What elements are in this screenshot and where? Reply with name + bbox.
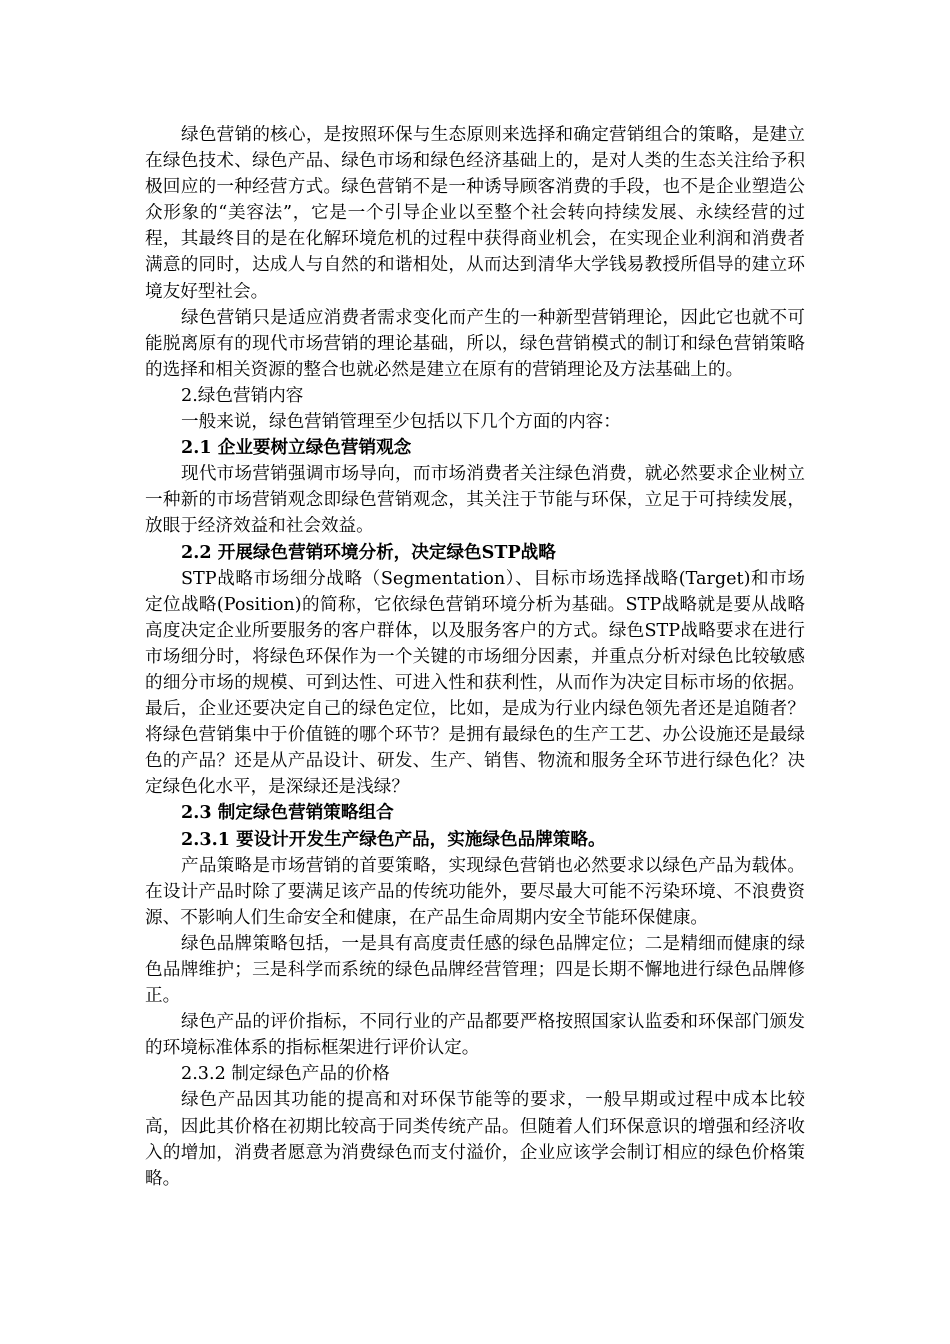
paragraph-marketing-concept: 现代市场营销强调市场导向，而市场消费者关注绿色消费，就必然要求企业树立一种新的市场营销观念即绿色营销观念，其关注于节能与环保，立足于可持续发展，放眼于经济效益和社会效益。 bbox=[145, 464, 805, 537]
paragraph-evaluation-criteria: 绿色产品的评价指标，不同行业的产品都要严格按照国家认监委和环保部门颁发的环境标准体系的指标框架进行评价认定。 bbox=[145, 1012, 805, 1059]
paragraph-pricing: 绿色产品因其功能的提高和对环保节能等的要求，一般早期或过程中成本比较高，因此其价格在初期比较高于同类传统产品。但随着人们环保意识的增强和经济收入的增加，消费者愿意为消费绿色而支付溢价，企业应该学会制订相应的绿色价格策略。 bbox=[145, 1090, 805, 1189]
paragraph-brand-strategy: 绿色品牌策略包括，一是具有高度责任感的绿色品牌定位；二是精细而健康的绿色品牌维护；三是科学而系统的绿色品牌经营管理；四是长期不懈地进行绿色品牌修正。 bbox=[145, 933, 805, 1007]
paragraph-content-intro: 一般来说，绿色营销管理至少包括以下几个方面的内容： bbox=[181, 412, 621, 433]
section-heading-2-3-1: 2.3.1 要设计开发生产绿色产品，实施绿色品牌策略。 bbox=[181, 828, 606, 850]
paragraph-stp-strategy: STP战略市场细分战略（Segmentation）、目标市场选择战略(Target)和市场定位战略(Position)的简称，它依绿色营销环境分析为基础。STP战略就是要从战略高度决定企业所要服务的客户群体，以及服务客户的方式。绿色STP战略要求在进行市场细分时，将绿色环保作为一个关键的市场细分因素，并重点分析对绿色比较敏感的细分市场的规模、可到达性、可进入性和获利性，从而作为决定目标市场的依据。最后，企业还要决定自己的绿色定位，比如，是成为行业内绿色领先者还是追随者？将绿色营销集中于价值链的哪个环节？是拥有最绿色的生产工艺、办公设施还是最绿色的产品？还是从产品设计、研发、生产、销售、物流和服务全环节进行绿色化？决定绿色化水平，是深绿还是浅绿？ bbox=[145, 568, 805, 798]
document-body bbox=[145, 122, 805, 1192]
paragraph-green-marketing-core: 绿色营销的核心，是按照环保与生态原则来选择和确定营销组合的策略，是建立在绿色技术、绿色产品、绿色市场和绿色经济基础上的，是对人类的生态关注给予积极回应的一种经营方式。绿色营销不是一种诱导顾客消费的手段，也不是企业塑造公众形象的“美容法”，它是一个引导企业以至整个社会转向持续发展、永续经营的过程，其最终目的是在化解环境危机的过程中获得商业机会，在实现企业利润和消费者满意的同时，达成人与自然的和谐相处，从而达到清华大学钱易教授所倡导的建立环境友好型社会。 bbox=[145, 125, 805, 302]
section-heading-2-3-2: 2.3.2 制定绿色产品的价格 bbox=[181, 1064, 390, 1085]
section-heading-2-2: 2.2 开展绿色营销环境分析，决定绿色STP战略 bbox=[181, 541, 556, 563]
paragraph-product-strategy: 产品策略是市场营销的首要策略，实现绿色营销也必然要求以绿色产品为载体。在设计产品时除了要满足该产品的传统功能外，要尽最大可能不污染环境、不浪费资源、不影响人们生命安全和健康，在产品生命周期内安全节能环保健康。 bbox=[145, 855, 805, 928]
section-heading-2-1: 2.1 企业要树立绿色营销观念 bbox=[181, 437, 412, 459]
section-heading-2-3: 2.3 制定绿色营销策略组合 bbox=[181, 802, 394, 824]
paragraph-green-marketing-theory: 绿色营销只是适应消费者需求变化而产生的一种新型营销理论，因此它也就不可能脱离原有的现代市场营销的理论基础，所以，绿色营销模式的制订和绿色营销策略的选择和相关资源的整合也就必然是建立在原有的营销理论及方法基础上的。 bbox=[145, 307, 805, 380]
section-heading-2: 2.绿色营销内容 bbox=[181, 385, 304, 406]
